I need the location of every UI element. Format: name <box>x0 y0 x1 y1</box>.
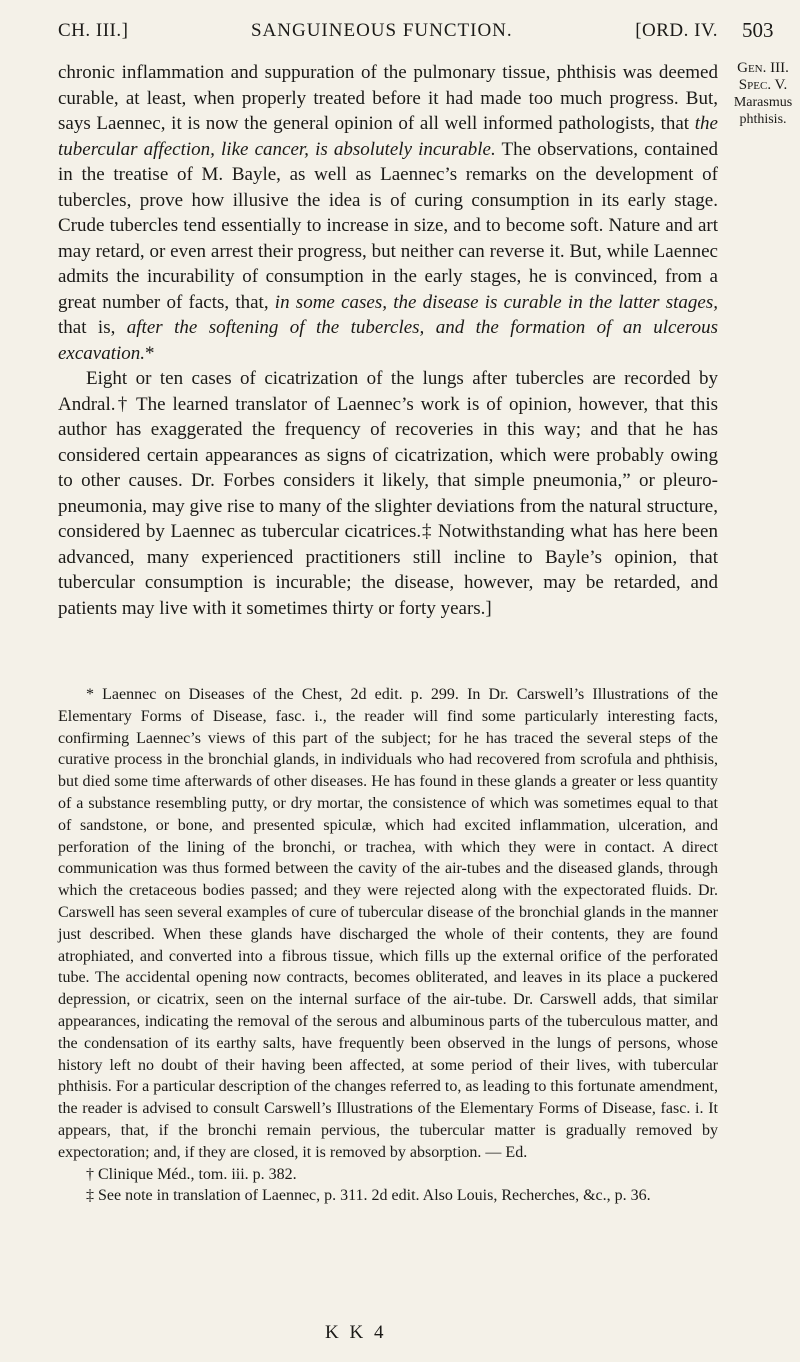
p1-italic-c: after the softening of the tubercles, and the formation of an ulcerous excavation. <box>58 317 718 364</box>
margin-note-term-2: phthisis. <box>739 112 787 127</box>
footnote-1: * Laennec on Diseases of the Chest, 2d edit. p. 299. In Dr. Carswell’s Illustrations of the Elementary Forms of Disease, fasc. i., the reader will find some particularly interesting facts, confirming Laennec’s views of this part of the subject; for he has traced the several steps of the curative process in the bronchial glands, in individuals who had recovered from scrofula and phthisis, but died some time afterwards of other diseases. He has found in these glands a greater or less quantity of a substance resembling putty, or dry mortar, the consistence of which was sometimes equal to that of sandstone, or bone, and presented spiculæ, which had excited inflammation, ulceration, and perforation of the lining of the bronchi, or trachea, with which they were in contact. A direct communication was thus formed between the cavity of the air-tubes and the diseased glands, through which the cretaceous bodies passed; and they were rejected along with the expectorated fluids. Dr. Carswell has seen several examples of cure of tubercular disease of the bronchial glands in the manner just described. When these glands have discharged the whole of their contents, they are found atrophiated, and converted into a fibrous tissue, which fills up the external orifice of the perforated tube. The accidental opening now contracts, becomes obliterated, and leaves in its place a puckered depression, or cicatrix, seen on the internal surface of the air-tube. Dr. Carswell adds, that similar appearances, indicating the removal of the serous and albuminous parts of the tuberculous matter, and the condensation of its earthy salts, have frequently been observed in the lungs of persons, whose history left no doubt of their having been affected, at some period of their lives, with tubercular phthisis. For a particular description of the changes referred to, as leading to this fortunate amendment, the reader is advised to consult Carswell’s Illustrations of the Elementary Forms of Disease, fasc. i. It appears, that, if the bronchi remain pervious, the tubercular matter is gradually removed by expectoration; and, if they are closed, it is removed by absorption. — Ed. <box>58 686 718 1161</box>
footnotes <box>58 684 718 1207</box>
footnote-3: ‡ See note in translation of Laennec, p. 311. 2d edit. Also Louis, Recherches, &c., p. 36. <box>86 1187 651 1205</box>
header-title: SANGUINEOUS FUNCTION. <box>250 20 513 41</box>
p1-footnote-mark: * <box>145 342 155 364</box>
main-text <box>58 60 718 621</box>
header-order: [ORD. IV. <box>635 20 718 41</box>
header-chapter: CH. III.] <box>58 20 129 41</box>
signature-mark: K K 4 <box>325 1322 387 1343</box>
p1-italic-a: the tubercular affection, like cancer, is absolutely incurable. <box>58 113 718 160</box>
footnote-2: † Clinique Méd., tom. iii. p. 382. <box>86 1165 297 1183</box>
margin-note-term: Marasmus <box>733 95 793 110</box>
p1-text-c: that is, <box>58 317 127 338</box>
paragraph-2: Eight or ten cases of cicatrization of the lungs after tubercles are recorded by Andral.† The learned translator of Laennec’s work is of opinion, however, that this author has exaggerated the frequency of recoveries in this way; and that he has considered certain appearances as signs of cicatrization, which were probably owing to other causes. Dr. Forbes considers it likely, that simple pneumonia,” or pleuro-pneumonia, may give rise to many of the slighter deviations from the natural structure, considered by Laennec as tubercular cicatrices.‡ Notwithstanding what has here been advanced, many experienced practitioners still incline to Bayle’s opinion, that tubercular consumption is incurable; the disease, however, may be retarded, and patients may live with it sometimes thirty or forty years.] <box>58 368 718 619</box>
p1-italic-b: in some cases, the disease is curable in the latter stages, <box>274 291 718 313</box>
p1-text-a: chronic inflammation and suppuration of the pulmonary tissue, phthisis was deemed curable, at least, when properly treated before it had made too much progress. But, says Laennec, it is now the general opinion of all well informed pathologists, that <box>58 62 718 134</box>
margin-note-genus: Gen. III. <box>737 60 789 76</box>
paragraph-1 <box>58 60 718 366</box>
margin-note <box>727 60 799 128</box>
running-header <box>58 20 718 42</box>
margin-note-species: Spec. V. <box>738 77 788 93</box>
page-number: 503 <box>742 18 774 42</box>
p1-text-b: The observations, contained in the treatise of M. Bayle, as well as Laennec’s remarks on the development of tubercles, prove how illusive the idea is of curing consumption in its early stage. Crude tubercles tend essentially to increase in size, and to become soft. Nature and art may retard, or even arrest their progress, but neither can reverse it. But, while Laennec admits the incurability of consumption in the early stages, he is convinced, from a great number of facts, that, <box>58 138 718 313</box>
